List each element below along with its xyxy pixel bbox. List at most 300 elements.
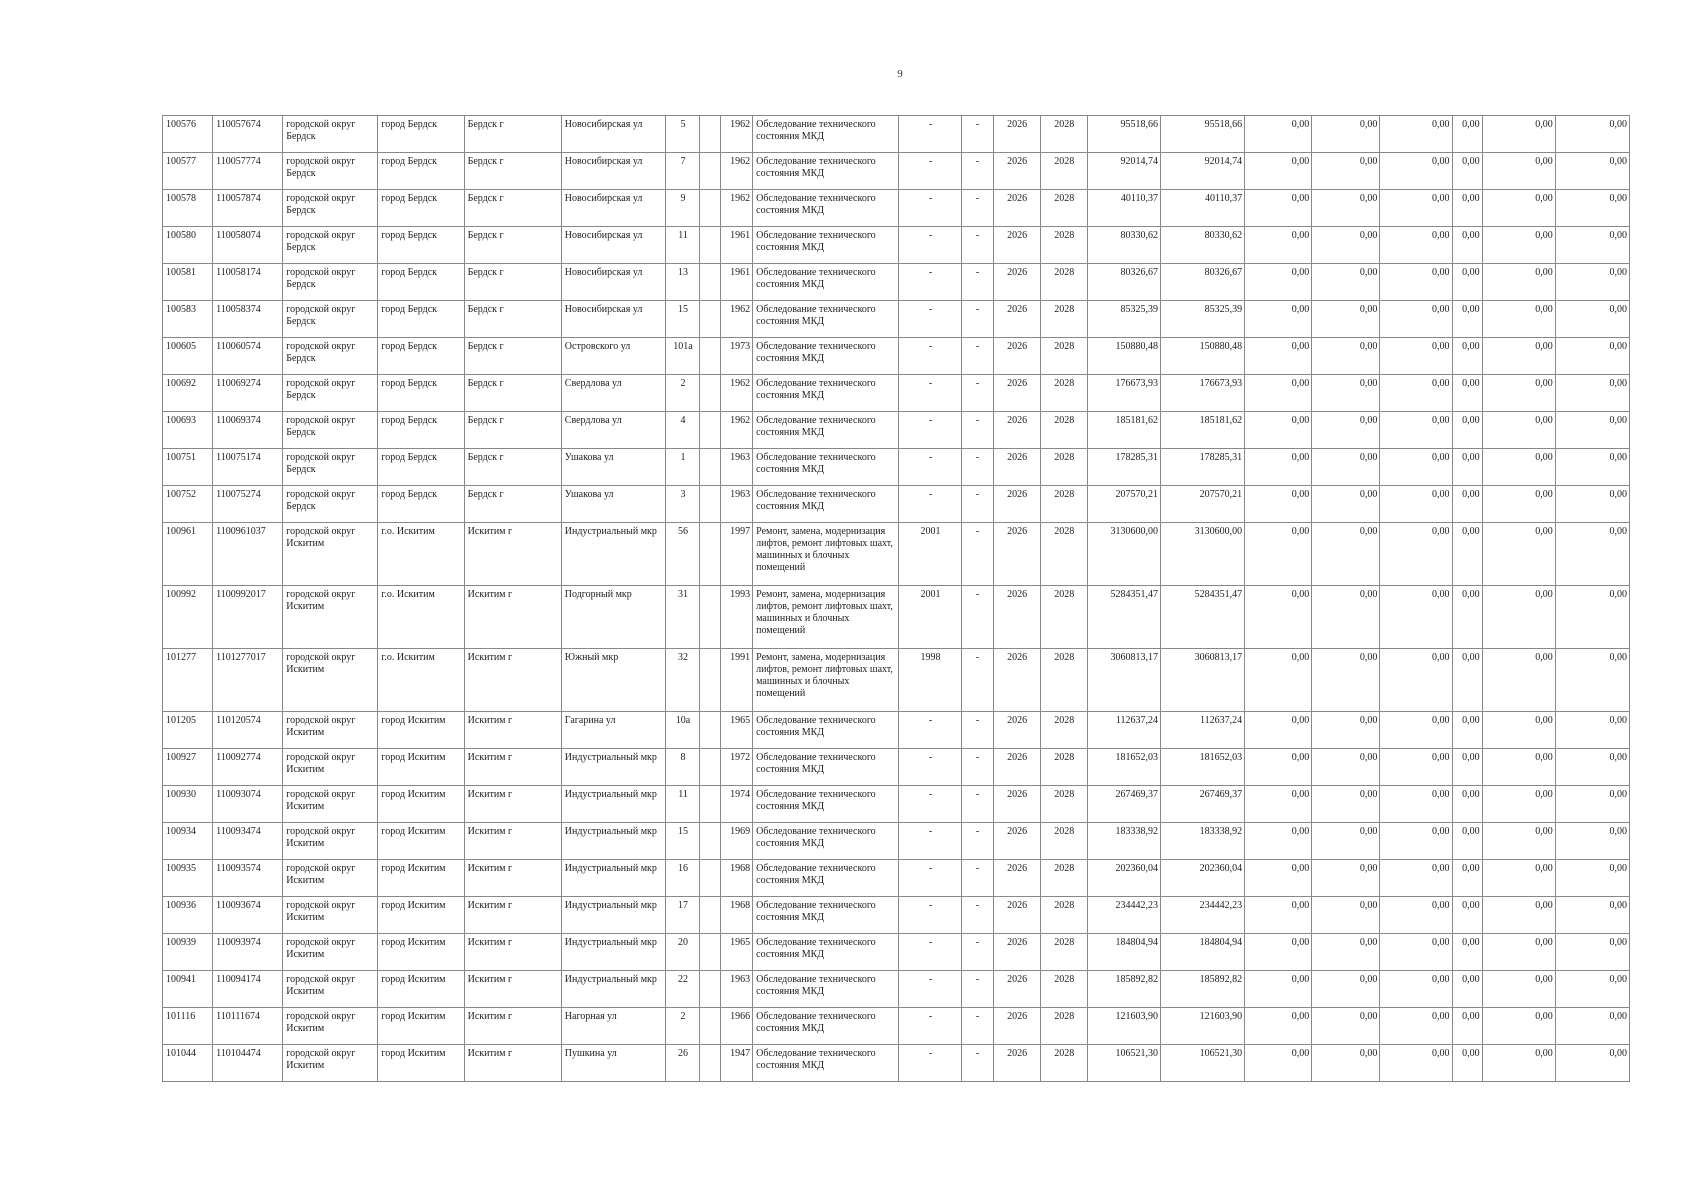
building-cell	[700, 153, 721, 190]
settlement-cell: город Искитим	[378, 1045, 464, 1082]
local-cost-cell: 0,00	[1380, 712, 1452, 749]
table-row	[163, 823, 1630, 860]
municipality-cell: городской округ Искитим	[283, 786, 378, 823]
fund-cost-cell: 5284351,47	[1160, 586, 1244, 649]
other-cost-cell: 0,00	[1555, 264, 1629, 301]
work-type-cell: Обследование технического состояния МКД	[753, 301, 899, 338]
house-number-cell: 3	[665, 486, 699, 523]
building-cell	[700, 412, 721, 449]
build-year-cell: 1962	[721, 153, 753, 190]
build-year-cell: 1972	[721, 749, 753, 786]
other-cost-cell: 0,00	[1555, 301, 1629, 338]
table-row	[163, 338, 1630, 375]
dash-cell: -	[961, 412, 993, 449]
fund-cost-cell: 80330,62	[1160, 227, 1244, 264]
locality-cell: Искитим г	[464, 786, 561, 823]
fund-cost-cell: 184804,94	[1160, 934, 1244, 971]
start-year-cell: 2026	[993, 375, 1040, 412]
dash-cell: -	[961, 649, 993, 712]
federal-cost-cell: 0,00	[1245, 823, 1312, 860]
end-year-cell: 2028	[1040, 897, 1087, 934]
locality-cell: Бердск г	[464, 338, 561, 375]
extra-cost-cell: 0,00	[1452, 412, 1482, 449]
dash-cell: -	[961, 301, 993, 338]
federal-cost-cell: 0,00	[1245, 301, 1312, 338]
dash-cell: -	[961, 971, 993, 1008]
record-id-cell: 101205	[163, 712, 213, 749]
last-repair-year-cell: -	[899, 338, 961, 375]
owners-cost-cell: 0,00	[1482, 712, 1555, 749]
fund-cost-cell: 178285,31	[1160, 449, 1244, 486]
last-repair-year-cell: -	[899, 153, 961, 190]
other-cost-cell: 0,00	[1555, 116, 1629, 153]
registry-table	[162, 115, 1630, 1082]
other-cost-cell: 0,00	[1555, 586, 1629, 649]
table-row	[163, 412, 1630, 449]
work-type-cell: Обследование технического состояния МКД	[753, 1045, 899, 1082]
total-cost-cell: 150880,48	[1087, 338, 1160, 375]
record-id-cell: 100961	[163, 523, 213, 586]
settlement-cell: город Искитим	[378, 860, 464, 897]
table-row	[163, 971, 1630, 1008]
last-repair-year-cell: -	[899, 227, 961, 264]
work-type-cell: Обследование технического состояния МКД	[753, 116, 899, 153]
building-cell	[700, 375, 721, 412]
house-number-cell: 2	[665, 1008, 699, 1045]
settlement-cell: город Искитим	[378, 749, 464, 786]
house-number-cell: 7	[665, 153, 699, 190]
settlement-cell: г.о. Искитим	[378, 523, 464, 586]
street-cell: Южный мкр	[561, 649, 665, 712]
local-cost-cell: 0,00	[1380, 971, 1452, 1008]
work-type-cell: Обследование технического состояния МКД	[753, 897, 899, 934]
local-cost-cell: 0,00	[1380, 523, 1452, 586]
start-year-cell: 2026	[993, 1008, 1040, 1045]
extra-cost-cell: 0,00	[1452, 649, 1482, 712]
start-year-cell: 2026	[993, 823, 1040, 860]
start-year-cell: 2026	[993, 786, 1040, 823]
building-cell	[700, 1045, 721, 1082]
table-row	[163, 301, 1630, 338]
house-number-cell: 1	[665, 449, 699, 486]
house-number-cell: 4	[665, 412, 699, 449]
table-row	[163, 190, 1630, 227]
locality-cell: Искитим г	[464, 586, 561, 649]
house-code-cell: 110104474	[213, 1045, 283, 1082]
house-number-cell: 15	[665, 823, 699, 860]
total-cost-cell: 121603,90	[1087, 1008, 1160, 1045]
municipality-cell: городской округ Бердск	[283, 412, 378, 449]
federal-cost-cell: 0,00	[1245, 412, 1312, 449]
municipality-cell: городской округ Бердск	[283, 190, 378, 227]
total-cost-cell: 3130600,00	[1087, 523, 1160, 586]
end-year-cell: 2028	[1040, 301, 1087, 338]
house-code-cell: 110057674	[213, 116, 283, 153]
local-cost-cell: 0,00	[1380, 412, 1452, 449]
local-cost-cell: 0,00	[1380, 301, 1452, 338]
house-code-cell: 110075174	[213, 449, 283, 486]
owners-cost-cell: 0,00	[1482, 412, 1555, 449]
locality-cell: Бердск г	[464, 412, 561, 449]
build-year-cell: 1993	[721, 586, 753, 649]
fund-cost-cell: 40110,37	[1160, 190, 1244, 227]
total-cost-cell: 185892,82	[1087, 971, 1160, 1008]
dash-cell: -	[961, 1045, 993, 1082]
extra-cost-cell: 0,00	[1452, 486, 1482, 523]
extra-cost-cell: 0,00	[1452, 449, 1482, 486]
dash-cell: -	[961, 375, 993, 412]
work-type-cell: Обследование технического состояния МКД	[753, 375, 899, 412]
extra-cost-cell: 0,00	[1452, 301, 1482, 338]
record-id-cell: 100576	[163, 116, 213, 153]
federal-cost-cell: 0,00	[1245, 449, 1312, 486]
building-cell	[700, 227, 721, 264]
dash-cell: -	[961, 712, 993, 749]
build-year-cell: 1962	[721, 412, 753, 449]
municipality-cell: городской округ Бердск	[283, 375, 378, 412]
dash-cell: -	[961, 449, 993, 486]
work-type-cell: Обследование технического состояния МКД	[753, 860, 899, 897]
end-year-cell: 2028	[1040, 190, 1087, 227]
house-number-cell: 11	[665, 227, 699, 264]
last-repair-year-cell: -	[899, 786, 961, 823]
regional-cost-cell: 0,00	[1312, 1008, 1380, 1045]
dash-cell: -	[961, 153, 993, 190]
local-cost-cell: 0,00	[1380, 190, 1452, 227]
extra-cost-cell: 0,00	[1452, 712, 1482, 749]
fund-cost-cell: 267469,37	[1160, 786, 1244, 823]
municipality-cell: городской округ Искитим	[283, 934, 378, 971]
work-type-cell: Ремонт, замена, модернизация лифтов, ремонт лифтовых шахт, машинных и блочных помещений	[753, 523, 899, 586]
building-cell	[700, 264, 721, 301]
total-cost-cell: 80326,67	[1087, 264, 1160, 301]
start-year-cell: 2026	[993, 486, 1040, 523]
other-cost-cell: 0,00	[1555, 860, 1629, 897]
dash-cell: -	[961, 860, 993, 897]
total-cost-cell: 183338,92	[1087, 823, 1160, 860]
owners-cost-cell: 0,00	[1482, 897, 1555, 934]
local-cost-cell: 0,00	[1380, 486, 1452, 523]
house-number-cell: 31	[665, 586, 699, 649]
start-year-cell: 2026	[993, 338, 1040, 375]
municipality-cell: городской округ Бердск	[283, 449, 378, 486]
start-year-cell: 2026	[993, 1045, 1040, 1082]
last-repair-year-cell: -	[899, 934, 961, 971]
extra-cost-cell: 0,00	[1452, 1008, 1482, 1045]
owners-cost-cell: 0,00	[1482, 523, 1555, 586]
house-number-cell: 32	[665, 649, 699, 712]
regional-cost-cell: 0,00	[1312, 749, 1380, 786]
extra-cost-cell: 0,00	[1452, 190, 1482, 227]
last-repair-year-cell: -	[899, 264, 961, 301]
locality-cell: Искитим г	[464, 712, 561, 749]
table-row	[163, 712, 1630, 749]
start-year-cell: 2026	[993, 749, 1040, 786]
building-cell	[700, 1008, 721, 1045]
owners-cost-cell: 0,00	[1482, 486, 1555, 523]
federal-cost-cell: 0,00	[1245, 649, 1312, 712]
settlement-cell: город Искитим	[378, 971, 464, 1008]
regional-cost-cell: 0,00	[1312, 823, 1380, 860]
end-year-cell: 2028	[1040, 823, 1087, 860]
work-type-cell: Обследование технического состояния МКД	[753, 338, 899, 375]
fund-cost-cell: 112637,24	[1160, 712, 1244, 749]
work-type-cell: Обследование технического состояния МКД	[753, 412, 899, 449]
municipality-cell: городской округ Искитим	[283, 1008, 378, 1045]
municipality-cell: городской округ Бердск	[283, 338, 378, 375]
house-code-cell: 110093974	[213, 934, 283, 971]
dash-cell: -	[961, 227, 993, 264]
house-code-cell: 1101277017	[213, 649, 283, 712]
house-number-cell: 20	[665, 934, 699, 971]
end-year-cell: 2028	[1040, 586, 1087, 649]
federal-cost-cell: 0,00	[1245, 749, 1312, 786]
municipality-cell: городской округ Искитим	[283, 749, 378, 786]
table-row	[163, 649, 1630, 712]
table-row	[163, 749, 1630, 786]
dash-cell: -	[961, 190, 993, 227]
house-code-cell: 110093574	[213, 860, 283, 897]
local-cost-cell: 0,00	[1380, 264, 1452, 301]
work-type-cell: Ремонт, замена, модернизация лифтов, ремонт лифтовых шахт, машинных и блочных помещений	[753, 586, 899, 649]
street-cell: Индустриальный мкр	[561, 523, 665, 586]
record-id-cell: 101044	[163, 1045, 213, 1082]
total-cost-cell: 40110,37	[1087, 190, 1160, 227]
build-year-cell: 1962	[721, 116, 753, 153]
fund-cost-cell: 185892,82	[1160, 971, 1244, 1008]
start-year-cell: 2026	[993, 449, 1040, 486]
work-type-cell: Обследование технического состояния МКД	[753, 486, 899, 523]
extra-cost-cell: 0,00	[1452, 227, 1482, 264]
locality-cell: Бердск г	[464, 301, 561, 338]
owners-cost-cell: 0,00	[1482, 823, 1555, 860]
regional-cost-cell: 0,00	[1312, 971, 1380, 1008]
last-repair-year-cell: -	[899, 860, 961, 897]
locality-cell: Искитим г	[464, 860, 561, 897]
fund-cost-cell: 234442,23	[1160, 897, 1244, 934]
building-cell	[700, 338, 721, 375]
build-year-cell: 1963	[721, 486, 753, 523]
last-repair-year-cell: -	[899, 116, 961, 153]
start-year-cell: 2026	[993, 301, 1040, 338]
fund-cost-cell: 207570,21	[1160, 486, 1244, 523]
total-cost-cell: 85325,39	[1087, 301, 1160, 338]
table-row	[163, 486, 1630, 523]
table-row	[163, 264, 1630, 301]
house-code-cell: 110120574	[213, 712, 283, 749]
regional-cost-cell: 0,00	[1312, 116, 1380, 153]
total-cost-cell: 92014,74	[1087, 153, 1160, 190]
other-cost-cell: 0,00	[1555, 449, 1629, 486]
fund-cost-cell: 185181,62	[1160, 412, 1244, 449]
other-cost-cell: 0,00	[1555, 934, 1629, 971]
regional-cost-cell: 0,00	[1312, 523, 1380, 586]
building-cell	[700, 860, 721, 897]
other-cost-cell: 0,00	[1555, 190, 1629, 227]
locality-cell: Искитим г	[464, 934, 561, 971]
start-year-cell: 2026	[993, 227, 1040, 264]
house-code-cell: 110093074	[213, 786, 283, 823]
house-number-cell: 15	[665, 301, 699, 338]
start-year-cell: 2026	[993, 523, 1040, 586]
other-cost-cell: 0,00	[1555, 1045, 1629, 1082]
last-repair-year-cell: 2001	[899, 586, 961, 649]
dash-cell: -	[961, 1008, 993, 1045]
record-id-cell: 100752	[163, 486, 213, 523]
dash-cell: -	[961, 749, 993, 786]
federal-cost-cell: 0,00	[1245, 786, 1312, 823]
end-year-cell: 2028	[1040, 1008, 1087, 1045]
street-cell: Пушкина ул	[561, 1045, 665, 1082]
owners-cost-cell: 0,00	[1482, 301, 1555, 338]
other-cost-cell: 0,00	[1555, 1008, 1629, 1045]
regional-cost-cell: 0,00	[1312, 301, 1380, 338]
street-cell: Гагарина ул	[561, 712, 665, 749]
last-repair-year-cell: -	[899, 1045, 961, 1082]
total-cost-cell: 80330,62	[1087, 227, 1160, 264]
federal-cost-cell: 0,00	[1245, 227, 1312, 264]
house-code-cell: 1100992017	[213, 586, 283, 649]
fund-cost-cell: 3130600,00	[1160, 523, 1244, 586]
settlement-cell: город Бердск	[378, 412, 464, 449]
locality-cell: Бердск г	[464, 486, 561, 523]
table-row	[163, 116, 1630, 153]
last-repair-year-cell: -	[899, 971, 961, 1008]
total-cost-cell: 178285,31	[1087, 449, 1160, 486]
extra-cost-cell: 0,00	[1452, 116, 1482, 153]
end-year-cell: 2028	[1040, 934, 1087, 971]
work-type-cell: Обследование технического состояния МКД	[753, 749, 899, 786]
regional-cost-cell: 0,00	[1312, 375, 1380, 412]
start-year-cell: 2026	[993, 971, 1040, 1008]
locality-cell: Искитим г	[464, 649, 561, 712]
settlement-cell: город Искитим	[378, 712, 464, 749]
last-repair-year-cell: -	[899, 749, 961, 786]
building-cell	[700, 301, 721, 338]
owners-cost-cell: 0,00	[1482, 227, 1555, 264]
building-cell	[700, 823, 721, 860]
settlement-cell: город Бердск	[378, 190, 464, 227]
fund-cost-cell: 85325,39	[1160, 301, 1244, 338]
other-cost-cell: 0,00	[1555, 786, 1629, 823]
extra-cost-cell: 0,00	[1452, 523, 1482, 586]
street-cell: Индустриальный мкр	[561, 749, 665, 786]
build-year-cell: 1961	[721, 264, 753, 301]
federal-cost-cell: 0,00	[1245, 860, 1312, 897]
fund-cost-cell: 176673,93	[1160, 375, 1244, 412]
municipality-cell: городской округ Искитим	[283, 586, 378, 649]
total-cost-cell: 95518,66	[1087, 116, 1160, 153]
extra-cost-cell: 0,00	[1452, 897, 1482, 934]
federal-cost-cell: 0,00	[1245, 934, 1312, 971]
end-year-cell: 2028	[1040, 860, 1087, 897]
end-year-cell: 2028	[1040, 338, 1087, 375]
dash-cell: -	[961, 523, 993, 586]
extra-cost-cell: 0,00	[1452, 860, 1482, 897]
last-repair-year-cell: -	[899, 449, 961, 486]
build-year-cell: 1966	[721, 1008, 753, 1045]
extra-cost-cell: 0,00	[1452, 586, 1482, 649]
last-repair-year-cell: -	[899, 190, 961, 227]
dash-cell: -	[961, 338, 993, 375]
regional-cost-cell: 0,00	[1312, 860, 1380, 897]
start-year-cell: 2026	[993, 934, 1040, 971]
owners-cost-cell: 0,00	[1482, 1008, 1555, 1045]
house-code-cell: 110058074	[213, 227, 283, 264]
owners-cost-cell: 0,00	[1482, 860, 1555, 897]
municipality-cell: городской округ Искитим	[283, 897, 378, 934]
house-code-cell: 110058374	[213, 301, 283, 338]
build-year-cell: 1962	[721, 375, 753, 412]
build-year-cell: 1968	[721, 860, 753, 897]
owners-cost-cell: 0,00	[1482, 971, 1555, 1008]
house-code-cell: 110058174	[213, 264, 283, 301]
local-cost-cell: 0,00	[1380, 649, 1452, 712]
extra-cost-cell: 0,00	[1452, 934, 1482, 971]
total-cost-cell: 185181,62	[1087, 412, 1160, 449]
other-cost-cell: 0,00	[1555, 649, 1629, 712]
street-cell: Новосибирская ул	[561, 190, 665, 227]
end-year-cell: 2028	[1040, 412, 1087, 449]
record-id-cell: 100583	[163, 301, 213, 338]
record-id-cell: 100934	[163, 823, 213, 860]
last-repair-year-cell: -	[899, 486, 961, 523]
regional-cost-cell: 0,00	[1312, 153, 1380, 190]
owners-cost-cell: 0,00	[1482, 338, 1555, 375]
table-row	[163, 860, 1630, 897]
street-cell: Индустриальный мкр	[561, 971, 665, 1008]
build-year-cell: 1963	[721, 449, 753, 486]
other-cost-cell: 0,00	[1555, 338, 1629, 375]
dash-cell: -	[961, 934, 993, 971]
fund-cost-cell: 95518,66	[1160, 116, 1244, 153]
regional-cost-cell: 0,00	[1312, 338, 1380, 375]
owners-cost-cell: 0,00	[1482, 786, 1555, 823]
work-type-cell: Обследование технического состояния МКД	[753, 153, 899, 190]
total-cost-cell: 207570,21	[1087, 486, 1160, 523]
street-cell: Ушакова ул	[561, 449, 665, 486]
table-row	[163, 523, 1630, 586]
record-id-cell: 101277	[163, 649, 213, 712]
building-cell	[700, 786, 721, 823]
start-year-cell: 2026	[993, 712, 1040, 749]
owners-cost-cell: 0,00	[1482, 375, 1555, 412]
street-cell: Свердлова ул	[561, 375, 665, 412]
street-cell: Свердлова ул	[561, 412, 665, 449]
record-id-cell: 100927	[163, 749, 213, 786]
building-cell	[700, 712, 721, 749]
settlement-cell: город Бердск	[378, 449, 464, 486]
last-repair-year-cell: 1998	[899, 649, 961, 712]
fund-cost-cell: 181652,03	[1160, 749, 1244, 786]
building-cell	[700, 897, 721, 934]
street-cell: Подгорный мкр	[561, 586, 665, 649]
house-code-cell: 110060574	[213, 338, 283, 375]
owners-cost-cell: 0,00	[1482, 116, 1555, 153]
settlement-cell: город Бердск	[378, 486, 464, 523]
local-cost-cell: 0,00	[1380, 449, 1452, 486]
house-number-cell: 16	[665, 860, 699, 897]
house-code-cell: 110094174	[213, 971, 283, 1008]
settlement-cell: город Искитим	[378, 786, 464, 823]
record-id-cell: 100693	[163, 412, 213, 449]
record-id-cell: 100939	[163, 934, 213, 971]
settlement-cell: город Бердск	[378, 264, 464, 301]
municipality-cell: городской округ Искитим	[283, 971, 378, 1008]
street-cell: Индустриальный мкр	[561, 934, 665, 971]
extra-cost-cell: 0,00	[1452, 749, 1482, 786]
end-year-cell: 2028	[1040, 116, 1087, 153]
